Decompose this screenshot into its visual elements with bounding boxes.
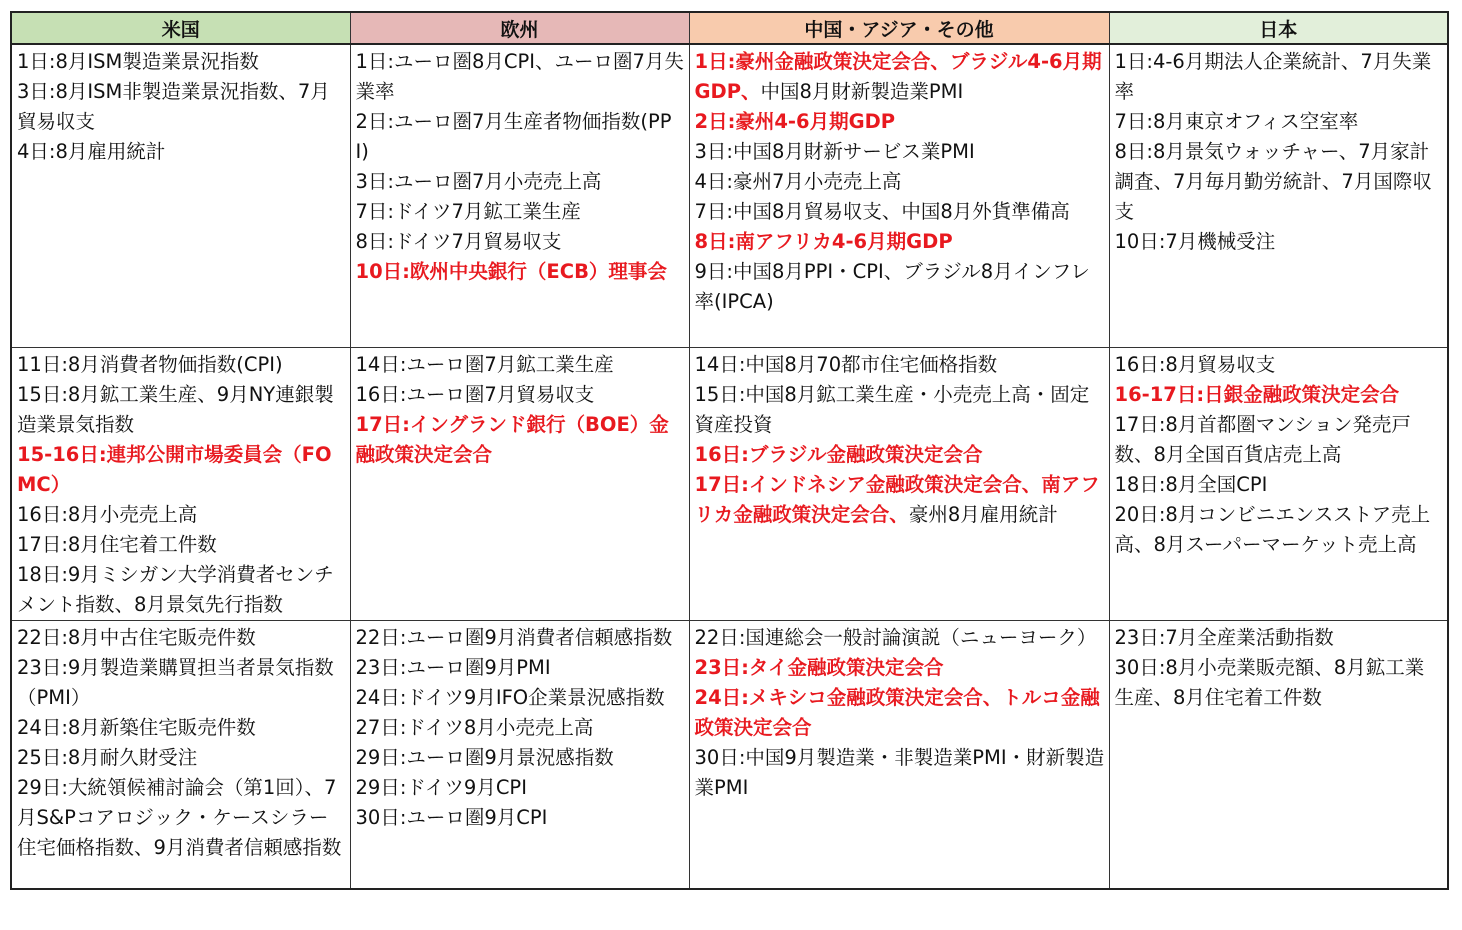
event-entry: [1115, 410, 1444, 470]
event-entry: [17, 743, 346, 773]
event-text: 23日:9月製造業購買担当者景気指数（PMI）: [17, 656, 334, 709]
header-china-asia-other: 中国・アジア・その他: [689, 12, 1109, 44]
event-entry: [356, 623, 685, 653]
event-text: 25日:8月耐久財受注: [17, 746, 198, 769]
event-entry: [695, 380, 1105, 440]
event-entry: [17, 623, 346, 653]
event-text: 9日:中国8月PPI・CPI、ブラジル8月インフレ率(IPCA): [694, 260, 1090, 313]
event-text: 2日:ユーロ圏7月生産者物価指数(PPI): [355, 110, 672, 163]
event-entry: [356, 197, 685, 227]
highlighted-event: [356, 410, 685, 470]
highlighted-event: [695, 107, 1105, 137]
event-entry: [356, 47, 685, 107]
event-text: 11日:8月消費者物価指数(CPI): [17, 353, 283, 376]
event-text: 30日:8月小売業販売額、8月鉱工業生産、8月住宅着工件数: [1114, 656, 1425, 709]
event-entry: [17, 653, 346, 713]
event-entry: [1115, 47, 1444, 107]
event-entry: [17, 47, 346, 77]
event-entry: [1115, 623, 1444, 653]
cell-japan: [1109, 44, 1448, 348]
highlighted-event: [356, 257, 685, 287]
event-text: 3日:中国8月財新サービス業PMI: [694, 140, 975, 163]
event-text-tail: 中国8月財新製造業PMI: [760, 80, 964, 103]
table-row: [11, 44, 1448, 348]
highlighted-event: [695, 440, 1105, 470]
event-entry: [695, 167, 1105, 197]
event-text: 17日:イングランド銀行（BOE）金融政策決定会合: [355, 413, 669, 466]
header-us: 米国: [11, 12, 350, 44]
event-text: 1日:ユーロ圏8月CPI、ユーロ圏7月失業率: [355, 50, 684, 103]
event-entry: [17, 380, 346, 440]
header-row: [11, 12, 1448, 44]
event-text: 23日:タイ金融政策決定会合: [694, 656, 944, 679]
cell-us: [11, 348, 350, 621]
event-text: 4日:豪州7月小売売上高: [694, 170, 902, 193]
event-text: 16日:ブラジル金融政策決定会合: [694, 443, 983, 466]
highlighted-event: [695, 47, 1105, 107]
event-entry: [695, 197, 1105, 227]
event-entry: [356, 653, 685, 683]
event-entry: [356, 380, 685, 410]
event-entry: [1115, 653, 1444, 713]
cell-japan: [1109, 621, 1448, 890]
event-entry: [17, 350, 346, 380]
event-text-tail: 豪州8月雇用統計: [908, 503, 1058, 526]
event-text: 24日:メキシコ金融政策決定会合、トルコ金融政策決定会合: [694, 686, 1100, 739]
header-japan: 日本: [1109, 12, 1448, 44]
cell-china-asia-other: [689, 44, 1109, 348]
event-text: 29日:ユーロ圏9月景況感指数: [355, 746, 614, 769]
event-entry: [356, 743, 685, 773]
event-entry: [695, 137, 1105, 167]
event-text: 15日:中国8月鉱工業生産・小売売上高・固定資産投資: [694, 383, 1090, 436]
event-text: 29日:大統領候補討論会（第1回）、7月S&Pコアロジック・ケースシラー住宅価格指数、9月消費者信頼感指数: [17, 776, 342, 859]
event-text: 18日:8月全国CPI: [1114, 473, 1268, 496]
event-entry: [1115, 500, 1444, 560]
cell-europe: [350, 348, 689, 621]
event-entry: [695, 623, 1105, 653]
event-text: 23日:ユーロ圏9月PMI: [355, 656, 551, 679]
event-entry: [695, 743, 1105, 803]
highlighted-event: [695, 227, 1105, 257]
event-entry: [17, 530, 346, 560]
event-text: 17日:インドネシア金融政策決定会合、南アフリカ金融政策決定会合、: [694, 473, 1100, 526]
event-entry: [1115, 107, 1444, 137]
highlighted-event: [695, 653, 1105, 683]
event-text: 22日:8月中古住宅販売件数: [17, 626, 256, 649]
event-text: 14日:中国8月70都市住宅価格指数: [694, 353, 998, 376]
event-text: 10日:欧州中央銀行（ECB）理事会: [355, 260, 667, 283]
event-text: 24日:8月新築住宅販売件数: [17, 716, 256, 739]
event-text: 22日:ユーロ圏9月消費者信頼感指数: [355, 626, 673, 649]
event-text: 15日:8月鉱工業生産、9月NY連銀製造業景気指数: [17, 383, 334, 436]
table-row: [11, 621, 1448, 890]
event-entry: [17, 77, 346, 137]
event-entry: [1115, 227, 1444, 257]
event-text: 7日:中国8月貿易収支、中国8月外貨準備高: [694, 200, 1070, 223]
event-text: 16-17日:日銀金融政策決定会合: [1114, 383, 1400, 406]
event-text: 1日:4-6月期法人企業統計、7月失業率: [1114, 50, 1432, 103]
event-text: 4日:8月雇用統計: [17, 140, 166, 163]
cell-japan: [1109, 348, 1448, 621]
cell-china-asia-other: [689, 621, 1109, 890]
event-text: 24日:ドイツ9月IFO企業景況感指数: [355, 686, 665, 709]
event-text: 2日:豪州4-6月期GDP: [694, 110, 896, 133]
event-entry: [356, 167, 685, 197]
event-text: 16日:8月小売売上高: [17, 503, 198, 526]
event-entry: [356, 773, 685, 803]
event-entry: [356, 350, 685, 380]
event-text: 30日:中国9月製造業・非製造業PMI・財新製造業PMI: [694, 746, 1105, 799]
event-entry: [17, 560, 346, 620]
cell-us: [11, 44, 350, 348]
event-entry: [695, 257, 1105, 317]
event-entry: [356, 107, 685, 167]
event-text: 10日:7月機械受注: [1114, 230, 1276, 253]
cell-europe: [350, 621, 689, 890]
event-entry: [17, 500, 346, 530]
event-entry: [695, 350, 1105, 380]
header-europe: 欧州: [350, 12, 689, 44]
event-text: 20日:8月コンビニエンスストア売上高、8月スーパーマーケット売上高: [1114, 503, 1431, 556]
event-text: 17日:8月住宅着工件数: [17, 533, 217, 556]
event-text: 7日:8月東京オフィス空室率: [1114, 110, 1359, 133]
event-entry: [17, 137, 346, 167]
event-text: 18日:9月ミシガン大学消費者センチメント指数、8月景気先行指数: [17, 563, 334, 616]
economic-calendar-table: [10, 11, 1449, 890]
event-text: 8日:8月景気ウォッチャー、7月家計調査、7月毎月勤労統計、7月国際収支: [1114, 140, 1432, 223]
event-entry: [356, 227, 685, 257]
event-entry: [356, 713, 685, 743]
cell-europe: [350, 44, 689, 348]
cell-china-asia-other: [689, 348, 1109, 621]
event-text: 3日:8月ISM非製造業景況指数、7月貿易収支: [17, 80, 330, 133]
event-text: 3日:ユーロ圏7月小売売上高: [355, 170, 602, 193]
event-text: 29日:ドイツ9月CPI: [355, 776, 527, 799]
event-text: 16日:ユーロ圏7月貿易収支: [355, 383, 595, 406]
event-text: 27日:ドイツ8月小売売上高: [355, 716, 594, 739]
table-row: [11, 348, 1448, 621]
event-text: 8日:南アフリカ4-6月期GDP: [694, 230, 953, 253]
event-entry: [356, 683, 685, 713]
highlighted-event: [1115, 380, 1444, 410]
event-text: 23日:7月全産業活動指数: [1114, 626, 1334, 649]
event-text: 15-16日:連邦公開市場委員会（FOMC）: [17, 443, 332, 496]
event-text: 1日:豪州金融政策決定会合、ブラジル4-6月期GDP、: [694, 50, 1102, 103]
event-entry: [17, 713, 346, 743]
event-text: 1日:8月ISM製造業景況指数: [17, 50, 259, 73]
event-text: 22日:国連総会一般討論演説（ニューヨーク）: [694, 626, 1097, 649]
event-text: 16日:8月貿易収支: [1114, 353, 1276, 376]
event-text: 17日:8月首都圏マンション発売戸数、8月全国百貨店売上高: [1114, 413, 1411, 466]
event-entry: [356, 803, 685, 833]
highlighted-event: [17, 440, 346, 500]
event-text: 30日:ユーロ圏9月CPI: [355, 806, 548, 829]
highlighted-event: [695, 470, 1105, 530]
event-text: 14日:ユーロ圏7月鉱工業生産: [355, 353, 614, 376]
event-text: 7日:ドイツ7月鉱工業生産: [355, 200, 581, 223]
event-entry: [1115, 137, 1444, 227]
event-entry: [17, 773, 346, 863]
cell-us: [11, 621, 350, 890]
event-text: 8日:ドイツ7月貿易収支: [355, 230, 562, 253]
highlighted-event: [695, 683, 1105, 743]
event-entry: [1115, 350, 1444, 380]
event-entry: [1115, 470, 1444, 500]
